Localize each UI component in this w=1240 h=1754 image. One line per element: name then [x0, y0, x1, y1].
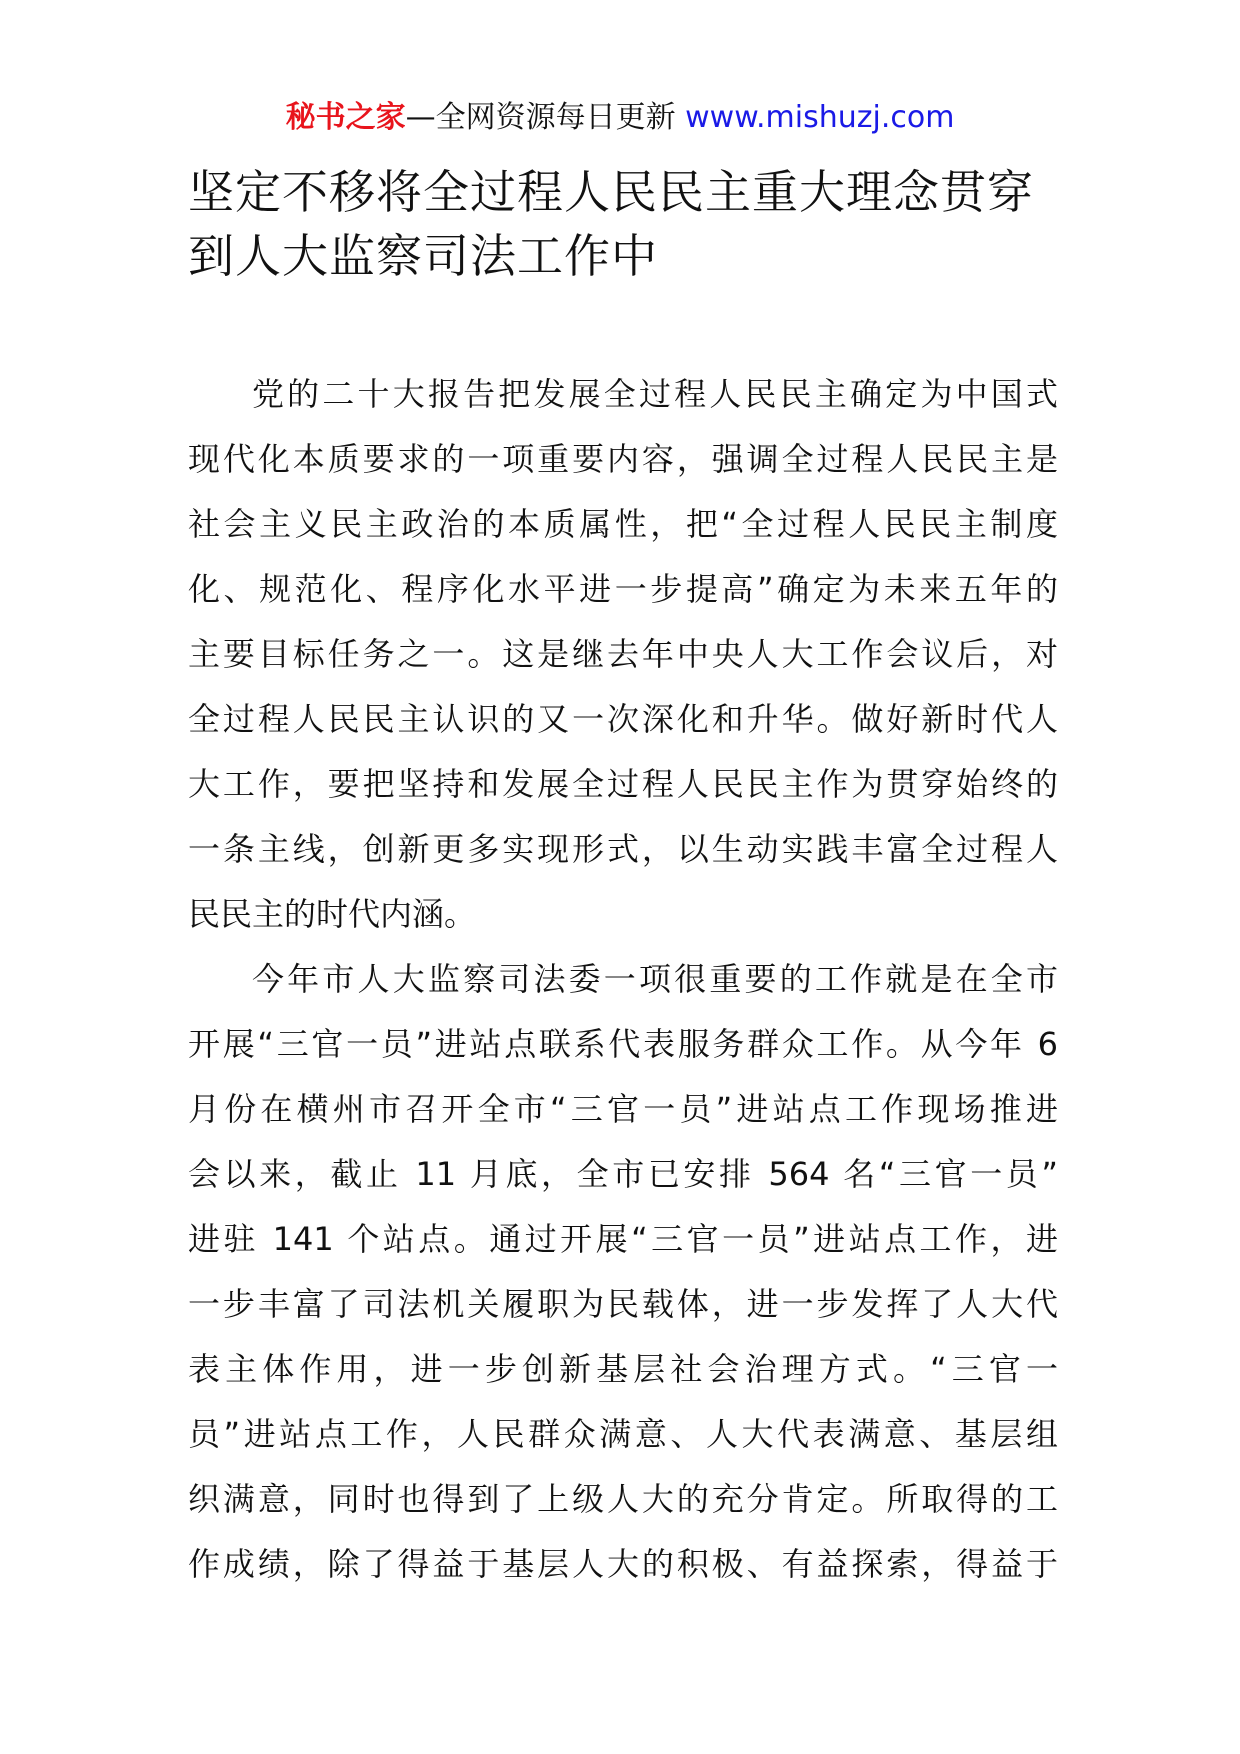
document-body [188, 362, 1058, 1597]
paragraph-line: 现代化本质要求的一项重要内容，强调全过程人民民主是 [188, 440, 1058, 478]
title-line-2: 到人大监察司法工作中 [188, 229, 658, 283]
paragraph-line: 一步丰富了司法机关履职为民载体，进一步发挥了人大代 [188, 1285, 1058, 1323]
paragraph-line: 表主体作用，进一步创新基层社会治理方式。“三官一 [188, 1350, 1058, 1388]
paragraph-line: 织满意，同时也得到了上级人大的充分肯定。所取得的工 [188, 1480, 1058, 1518]
site-brand: 秘书之家 [285, 100, 406, 135]
paragraph-line: 社会主义民主政治的本质属性，把“全过程人民民主制度 [188, 505, 1058, 543]
paragraph-line: 一条主线，创新更多实现形式，以生动实践丰富全过程人 [188, 830, 1058, 868]
paragraph-line: 主要目标任务之一。这是继去年中央人大工作会议后，对 [188, 635, 1058, 673]
paragraph-line: 员”进站点工作，人民群众满意、人大代表满意、基层组 [188, 1415, 1058, 1453]
paragraph-line: 进驻 141 个站点。通过开展“三官一员”进站点工作，进 [188, 1220, 1058, 1258]
site-header [0, 98, 1240, 138]
paragraph-line: 今年市人大监察司法委一项很重要的工作就是在全市 [252, 960, 1058, 998]
paragraph-line: 会以来，截止 11 月底，全市已安排 564 名“三官一员” [188, 1155, 1058, 1193]
paragraph-line: 开展“三官一员”进站点联系代表服务群众工作。从今年 6 [188, 1025, 1058, 1063]
site-tagline: —全网资源每日更新 [405, 100, 686, 135]
paragraph-line: 作成绩，除了得益于基层人大的积极、有益探索，得益于 [188, 1545, 1058, 1583]
paragraph-line: 民民主的时代内涵。 [188, 895, 477, 933]
title-line-1: 坚定不移将全过程人民民主重大理念贯穿 [188, 165, 1034, 219]
paragraph-line: 全过程人民民主认识的又一次深化和升华。做好新时代人 [188, 700, 1058, 738]
paragraph-line: 大工作，要把坚持和发展全过程人民民主作为贯穿始终的 [188, 765, 1058, 803]
paragraph-2 [188, 947, 1058, 1597]
paragraph-line: 月份在横州市召开全市“三官一员”进站点工作现场推进 [188, 1090, 1058, 1128]
paragraph-line: 化、规范化、程序化水平进一步提高”确定为未来五年的 [188, 570, 1058, 608]
paragraph-1 [188, 362, 1058, 947]
paragraph-line: 党的二十大报告把发展全过程人民民主确定为中国式 [252, 375, 1058, 413]
site-url-link[interactable]: www.mishuzj.com [685, 100, 955, 135]
document-title [188, 160, 1068, 288]
